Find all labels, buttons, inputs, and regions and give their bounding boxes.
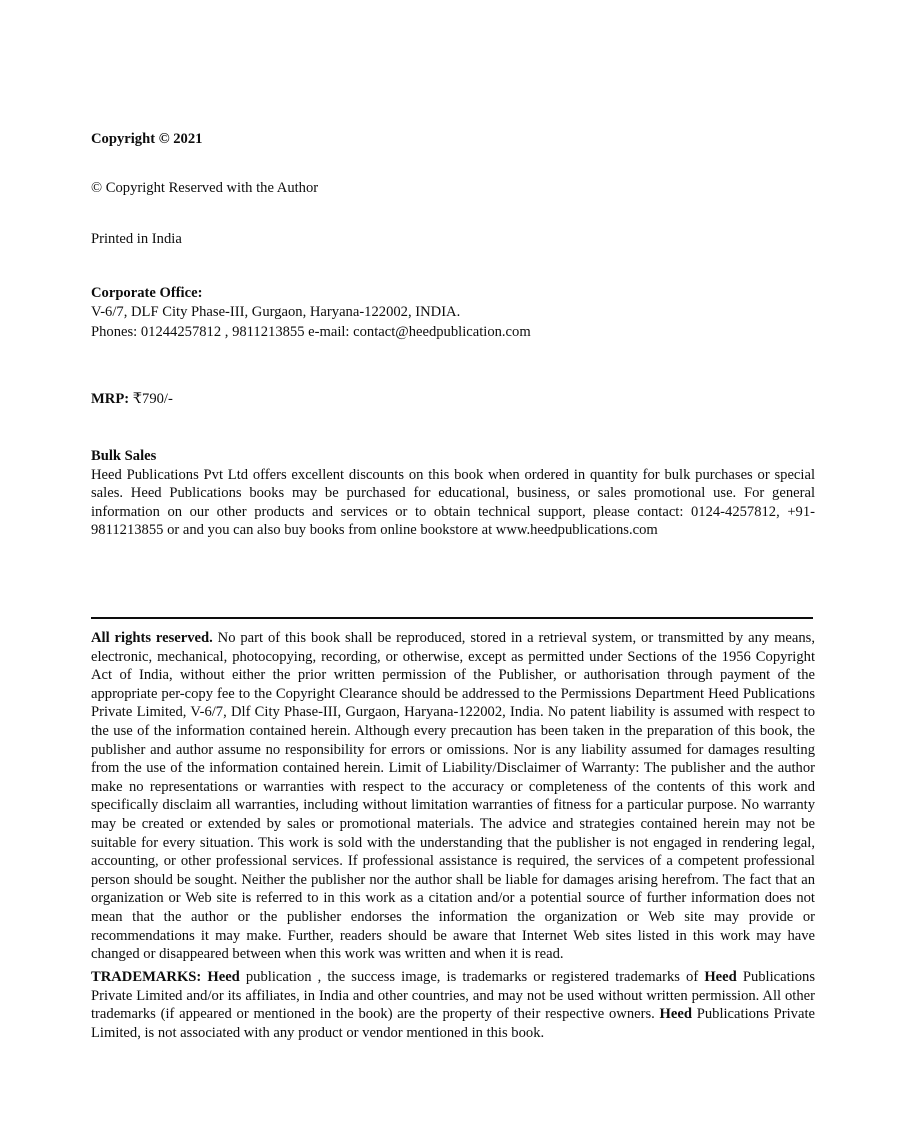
copyright-reserved-line: © Copyright Reserved with the Author <box>91 180 319 196</box>
copyright-reserved-block <box>91 179 815 198</box>
rights-notice-paragraph <box>91 629 815 964</box>
corporate-office-block <box>91 284 815 342</box>
bulk-sales-paragraph: Heed Publications Pvt Ltd offers excellent discounts on this book when ordered in quantity for bulk purchases or special sales. Heed Publications books may be purchased for educational, business, or sales promotional use. For general information on our other products and services or to obtain technical support, please contact: 0124-4257812, +91-9811213855 or and you can also buy books from online bookstore at www.heedpublications.com <box>91 466 815 539</box>
trademarks-paragraph: TRADEMARKS: Heed publication , the success image, is trademarks or registered trademarks of Heed Publications Private Limited and/or its affiliates, in India and other countries, and may not be used without written permission. All other trademarks (if appeared or mentioned in the book) are the property of their respective owners. Heed Publications Private Limited, is not associated with any product or vendor mentioned in this book. <box>91 969 815 1041</box>
mrp-block <box>91 390 815 409</box>
printed-in-line: Printed in India <box>91 231 182 247</box>
rights-notice-block <box>91 629 815 964</box>
corporate-office-heading: Corporate Office: <box>91 285 203 301</box>
printed-in-block <box>91 230 815 249</box>
rights-notice-lead: All rights reserved. <box>91 630 213 646</box>
rights-notice-body: No part of this book shall be reproduced, stored in a retrieval system, or transmitted by any means, electronic, mechanical, photocopying, recording, or otherwise, except as permitted under Sections of the 1956 Copyright Act of India, without either the prior written permission of the Publisher, or authorisation through payment of the appropriate per-copy fee to the Copyright Clearance should be addressed to the Permissions Department Heed Publications Private Limited, V-6/7, Dlf City Phase-III, Gurgaon, Haryana-122002, India. No patent liability is assumed with respect to the use of the information contained herein. Although every precaution has been taken in the preparation of this book, the publisher and author assume no responsibility for errors or omissions. Nor is any liability assumed for damages resulting from the use of the information contained herein. Limit of Liability/Disclaimer of Warranty: The publisher and the author make no representations or warranties with respect to the accuracy or completeness of the contents of this work and specifically disclaim all warranties, including without limitation warranties of fitness for a particular purpose. No warranty may be created or extended by sales or promotional materials. The advice and strategies contained herein may not be suitable for every situation. This work is sold with the understanding that the publisher is not engaged in rendering legal, accounting, or other professional services. If professional assistance is required, the services of a competent professional person should be sought. Neither the publisher nor the author shall be liable for damages arising herefrom. The fact that an organization or Web site is referred to in this work as a citation and/or a potential source of further information does not mean that the author or the publisher endorses the information the organization or Web site may provide or recommendations it may make. Further, readers should be aware that Internet Web sites listed in this work may have changed or disappeared between when this work was written and when it is read. <box>91 630 816 963</box>
trademarks-block <box>91 968 815 1042</box>
copyright-year-block <box>91 130 815 149</box>
copyright-year-line: Copyright © 2021 <box>91 131 203 147</box>
mrp-value: ₹790/- <box>132 391 173 407</box>
mrp-label: MRP: <box>91 391 130 407</box>
bulk-sales-block <box>91 447 815 540</box>
section-divider <box>91 617 813 619</box>
mrp-line <box>91 390 815 409</box>
corporate-office-address: V-6/7, DLF City Phase-III, Gurgaon, Haryana-122002, INDIA. <box>91 304 461 321</box>
bulk-sales-heading: Bulk Sales <box>91 448 157 464</box>
corporate-office-contact: Phones: 01244257812 , 9811213855 e-mail: contact@heedpublication.com <box>91 323 531 340</box>
